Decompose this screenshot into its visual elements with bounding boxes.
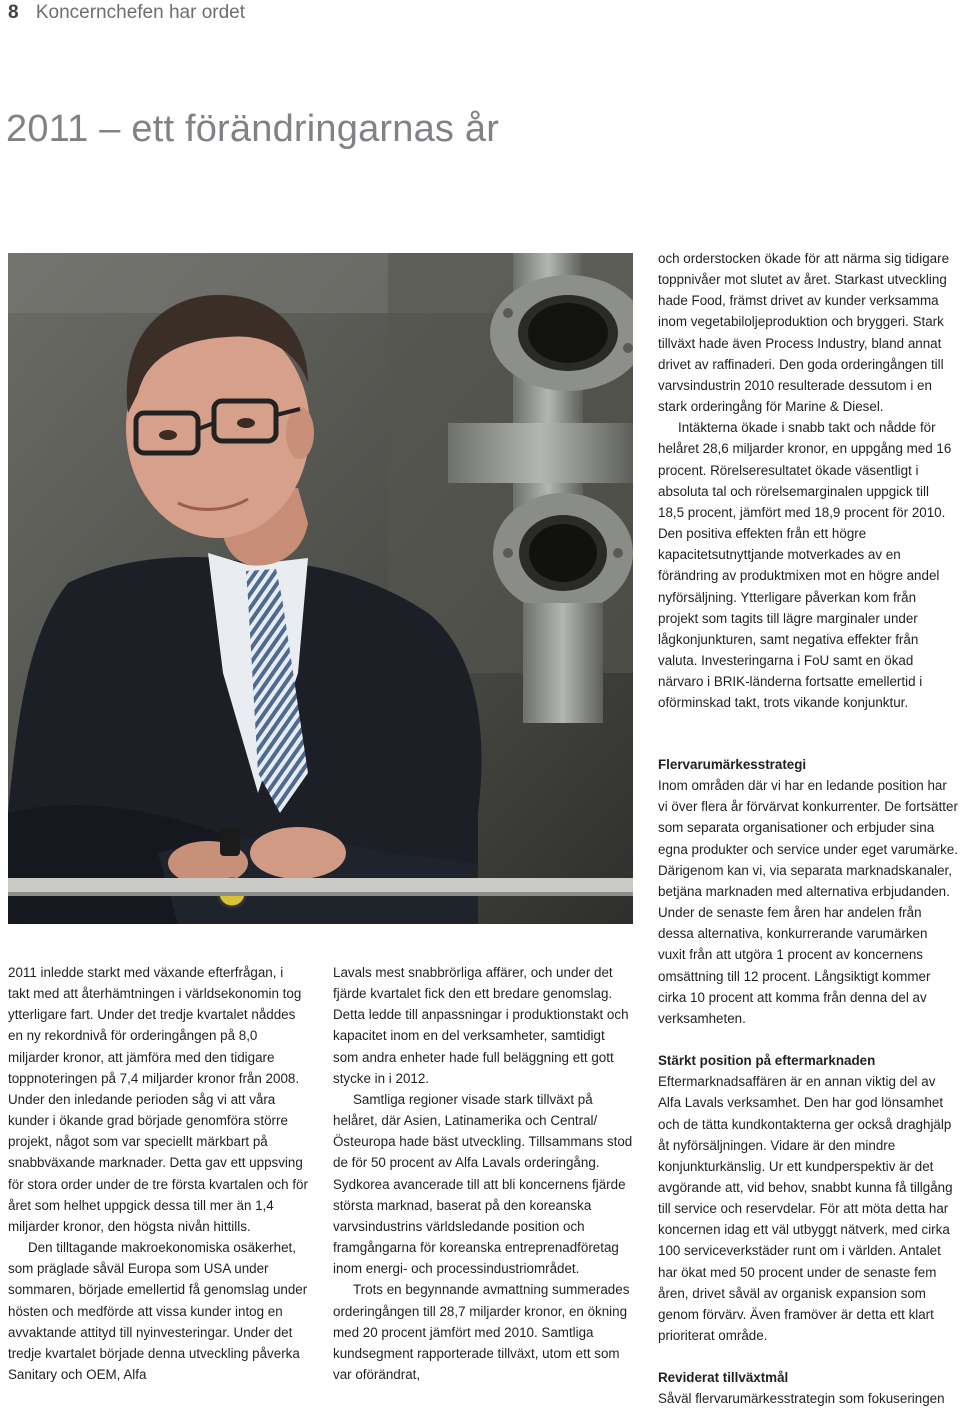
paragraph: Trots en begynnande avmattning summerades orderingången till 28,7 miljarder kronor, en ökning med 20 procent jämfört med 2010. Samtliga kundsegment rapporterade tillväxt, utom ett som var oförändrat,: [333, 1282, 630, 1382]
paragraph: Inom områden där vi har en ledande position har vi över flera år förvärvat konkurrenter. De fortsätter som separata organisationer och erbjuder sina egna produkter och service under eget varumärke. Därigenom kan vi, via separata marknadskanaler, betjäna marknaden med alternativa erbjudanden. Under de senaste fem åren har andelen från dessa alternativa, konkurrerande varumärken vuxit från att utgöra 1 procent av koncernens omsättning till 12 procent. Långsiktigt kommer cirka 10 procent att komma från denna del av verksamheten.: [658, 778, 958, 1026]
paragraph: Intäkterna ökade i snabb takt och nådde för helåret 28,6 miljarder kronor, en uppgång med 16 procent. Rörelseresultatet ökade väsentligt i absoluta tal och rörelsemarginalen uppgick till 18,5 procent, jämfört med 18,9 procent för 2010. Den positiva effekten från ett högre kapacitetsutnyttjande motverkades av en förändring av produktmixen mot en högre andel nyförsäljning. Ytterligare påverkan kom från projekt som tagits till lägre marginaler under lågkonjunkturen, samt negativa effekter från valuta. Investeringarna i FoU samt en ökad närvaro i BRIK-länderna fortsatte emellertid i oförminskad takt, trots vikande konjunktur.: [658, 420, 952, 711]
paragraph: och orderstocken ökade för att närma sig tidigare toppnivåer mot slutet av året. Starkast utveckling hade Food, främst drivet av kunder verksamma inom vegetabiloljeproduktion och bryggeri. Stark tillväxt hade även Process Industry, bland annat drivet av raffinaderi. Den goda orderingången till varvsindustrin 2010 resulterade dessutom i en stark orderingång för Marine & Diesel.: [658, 251, 950, 415]
page-header: [8, 2, 245, 24]
paragraph: Den tilltagande makroekonomiska osäkerhet, som präglade såväl Europa som USA under sommaren, började emellertid få genomslag under hösten och medförde att vissa kunder intog en avvaktande attityd till nyinvesteringar. Under det tredje kvartalet började denna utveckling påverka Sanitary och OEM, Alfa: [8, 1240, 308, 1382]
text-column-1: [8, 962, 308, 1385]
section-heading: Stärkt position på eftermarknaden: [658, 1053, 876, 1069]
section-heading: Reviderat tillväxtmål: [658, 1370, 789, 1386]
text-column-3-top: [658, 248, 958, 713]
paragraph: Såväl flervarumärkesstrategin som fokuseringen: [658, 1391, 945, 1407]
page-number: 8: [8, 2, 19, 23]
paragraph: Eftermarknadsaffären är en annan viktig del av Alfa Lavals verksamhet. Den har god lönsamhet och de tätta kundkontakterna ger också draghjälp åt nyförsäljningen. Vidare är den mindre konjunkturkänslig. Ur ett kundperspektiv är det avgörande att, vid behov, snabbt kunna få tillgång till service och reservdelar. För att möta detta har koncernen idag ett väl utbyggt nätverk, med cirka 100 serviceverkstäder runt om i världen. Antalet har ökat med 50 procent under de senaste fem åren, drivet såväl av organisk expansion som genom förvärv. Även framöver är detta ett klart prioriterat område.: [658, 1074, 953, 1344]
text-column-2: [333, 962, 633, 1385]
paragraph: Samtliga regioner visade stark tillväxt på helåret, där Asien, Latinamerika och Central/Östeuropa hade bäst utveckling. Tillsammans stod de för 50 procent av Alfa Lavals orderingång. Sydkorea avancerade till att bli koncernens fjärde största marknad, baserat på den koreanska varvsindustrins världsledande position och framgångarna för koreanska entreprenadföretag inom energi- och processindustriområdet.: [333, 1091, 633, 1277]
ceo-portrait-photo: [8, 253, 633, 924]
text-column-3-bottom: [658, 754, 958, 1410]
section-heading: Flervarumärkesstrategi: [658, 757, 807, 772]
paragraph: Lavals mest snabbrörliga affärer, och under det fjärde kvartalet fick den ett bredare genomslag. Detta ledde till anpassningar i produktionstakt och kapacitet inom en del verksamheter, samtidigt som andra enheter hade full beläggning ett gott stycke in i 2012.: [333, 965, 629, 1086]
page-title: 2011 – ett förändringarnas år: [6, 108, 500, 150]
portrait-illustration: [8, 253, 633, 924]
section-title: Koncernchefen har ordet: [35, 2, 245, 23]
paragraph: 2011 inledde starkt med växande efterfrågan, i takt med att återhämtningen i världsekonomin tog ytterligare fart. Under det tredje kvartalet nåddes en ny rekordnivå för orderingången på 8,0 miljarder kronor, att jämföra med den tidigare toppnoteringen på 7,4 miljarder kronor från 2008. Under den inledande perioden såg vi att våra kunder i ökande grad började genomföra större projekt, något som var speciellt märkbart på snabbväxande marknader. Detta gav ett uppsving för stora order under de tre första kvartalen och för året som helhet uppgick dessa till mer än 1,4 miljarder kronor, den högsta nivån hittills.: [8, 965, 308, 1234]
